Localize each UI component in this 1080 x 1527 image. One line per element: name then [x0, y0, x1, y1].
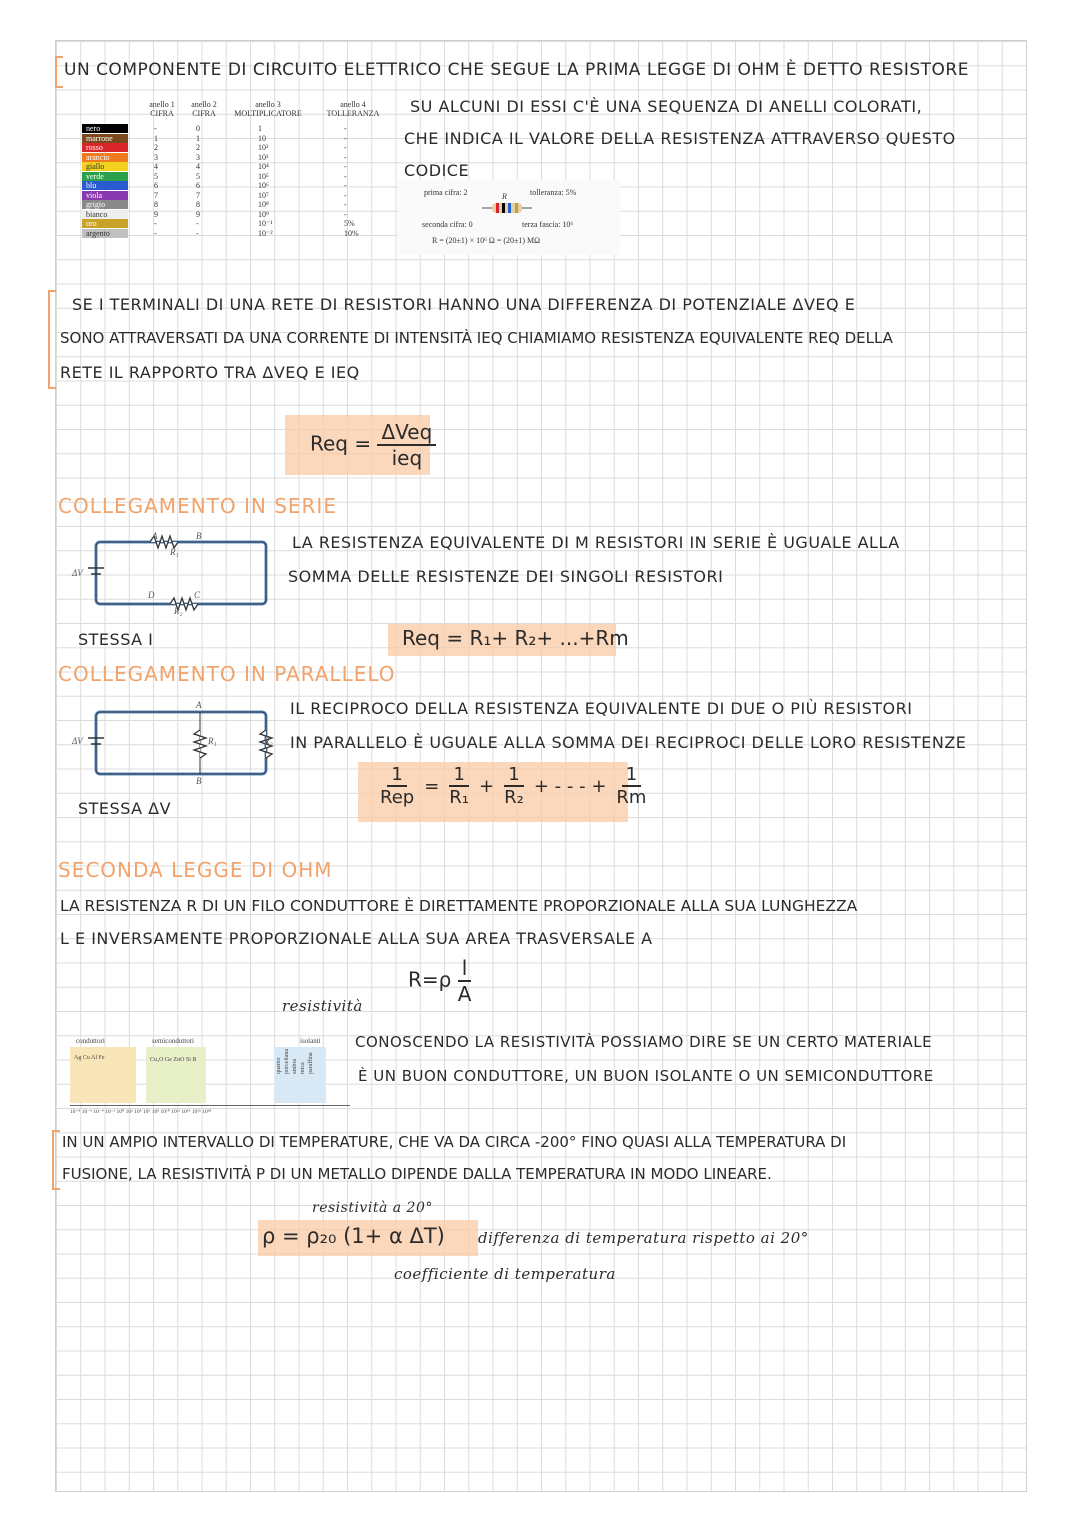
color-swatch-arancio: arancio: [82, 153, 128, 162]
node-d-label: D: [148, 590, 155, 600]
semiconductors-label: semiconduttori: [152, 1037, 194, 1045]
table-cell: 3: [196, 152, 200, 162]
frac-denominator: Rm: [616, 787, 647, 808]
parallel-formula: [380, 764, 646, 808]
color-swatch-blu: blu: [82, 181, 128, 190]
third-band-label: terza fascia: 10⁶: [522, 220, 574, 229]
plus-sign: +: [479, 775, 495, 797]
series-formula: Req = R₁+ R₂+ ...+Rm: [402, 626, 629, 650]
table-cell: -: [344, 143, 347, 152]
frac-denominator: Rep: [380, 787, 415, 808]
frac-req: [380, 764, 414, 808]
node-c-label: C: [194, 590, 201, 600]
insulator-label: mica: [300, 1062, 306, 1074]
series-heading: COLLEGAMENTO IN SERIE: [58, 494, 337, 518]
node-b-label: B: [196, 776, 202, 786]
table-cell: 10%: [344, 228, 359, 238]
temperature-formula: ρ = ρ₂₀ (1+ α ΔT): [262, 1224, 445, 1248]
intro-line-4: CODICE: [404, 161, 470, 180]
table-cell: 2: [154, 143, 158, 152]
bracket: [48, 290, 56, 389]
table-cell: 7: [154, 190, 158, 200]
insulator-label: ambra: [292, 1058, 298, 1074]
insulators-label: isolanti: [300, 1037, 321, 1045]
series-note: STESSA I: [78, 630, 154, 649]
semiconductors-band: [146, 1047, 206, 1103]
table-cell: -: [344, 209, 347, 219]
frac-denominator: R₂: [504, 787, 524, 808]
table-cell: 9: [154, 209, 158, 219]
req-numerator: ΔVeq: [377, 420, 436, 446]
frac-rm: [616, 764, 646, 808]
color-code-table: [82, 100, 392, 240]
resistivity-text-1: CONOSCENDO LA RESISTIVITÀ POSSIAMO DIRE SE UN CERTO MATERIALE: [355, 1033, 933, 1051]
table-cell: 10³: [258, 152, 269, 162]
req-formula: [310, 420, 436, 470]
table-cell: -: [344, 200, 347, 209]
axis-line: [70, 1105, 350, 1106]
bracket: [52, 1130, 60, 1190]
table-cell: 4: [154, 162, 158, 171]
table-cell: -: [344, 133, 347, 143]
table-cell: -: [196, 219, 199, 228]
semiconductor-materials: Cu₂O Ge ZnO Si B: [150, 1057, 197, 1063]
insulator-materials: [276, 1049, 314, 1074]
r1-label: R₁: [208, 736, 217, 746]
table-cell: 10⁴: [258, 162, 269, 171]
frac-r1: [449, 764, 469, 808]
color-swatch-rosso: rosso: [82, 143, 128, 152]
insulator-label: paraffina: [308, 1052, 314, 1074]
table-cell: 0: [196, 124, 200, 133]
intro-line-3: CHE INDICA IL VALORE DELLA RESISTENZA ATTRAVERSO QUESTO: [404, 129, 956, 148]
ohm2-formula: [408, 956, 471, 1006]
insulator-label: quarzo: [276, 1057, 282, 1074]
node-a-label: A: [152, 531, 158, 541]
table-cell: 10⁸: [258, 200, 269, 209]
frac-numerator: 1: [504, 764, 523, 787]
ohm2-denominator: A: [457, 982, 472, 1006]
ohm2-line-1: LA RESISTENZA R DI UN FILO CONDUTTORE È DIRETTAMENTE PROPORZIONALE ALLA SUA LUNGHEZZA: [60, 897, 858, 915]
r1-label: R₁: [170, 547, 179, 557]
first-digit-label: prima cifra: 2: [424, 188, 468, 197]
parallel-text-1: IL RECIPROCO DELLA RESISTENZA EQUIVALENTE DI DUE O PIÙ RESISTORI: [290, 699, 913, 718]
resistivity-chart: [70, 1035, 350, 1120]
table-cell: 1: [258, 124, 262, 133]
color-swatch-verde: verde: [82, 172, 128, 181]
alpha-note: coefficiente di temperatura: [394, 1265, 616, 1283]
series-text-2: SOMMA DELLE RESISTENZE DEI SINGOLI RESISTORI: [288, 567, 724, 586]
table-cell: 4: [196, 162, 200, 171]
color-swatch-grigio: grigio: [82, 200, 128, 209]
table-cell: 10²: [258, 143, 269, 152]
table-header-3: anello 3 MOLTIPLICATORE: [234, 100, 302, 118]
intro-line-1: UN COMPONENTE DI CIRCUITO ELETTRICO CHE SEGUE LA PRIMA LEGGE DI OHM È DETTO RESISTORE: [64, 60, 969, 80]
axis-ticks: 10⁻⁸ 10⁻⁶ 10⁻⁴ 10⁻² 10⁰ 10² 10⁴ 10⁶ 10⁸ 10¹⁰ 10¹² 10¹⁴ 10¹⁶ 10¹⁸: [70, 1109, 212, 1115]
table-cell: 8: [196, 200, 200, 209]
node-b-label: B: [196, 531, 202, 541]
table-header-4: anello 4 TOLLERANZA: [326, 100, 380, 118]
color-swatch-giallo: giallo: [82, 162, 128, 171]
equals-sign: =: [424, 775, 440, 797]
second-digit-label: seconda cifra: 0: [422, 220, 473, 229]
tolerance-label: tolleranza: 5%: [530, 188, 577, 197]
table-cell: 10⁻¹: [258, 219, 273, 228]
table-header-1: anello 1 CIFRA: [149, 100, 175, 118]
rho20-note: resistività a 20°: [312, 1200, 433, 1216]
frac-numerator: 1: [449, 764, 468, 787]
color-swatch-argento: argento: [82, 229, 128, 238]
bracket: [55, 56, 63, 88]
resistor-icon: [482, 200, 532, 216]
dv-label: ΔV: [72, 568, 83, 578]
parallel-circuit-diagram: [70, 700, 280, 790]
table-cell: 10⁻²: [258, 228, 273, 238]
table-cell: -: [344, 181, 347, 190]
table-cell: -: [344, 190, 347, 200]
table-cell: 6: [196, 181, 200, 190]
table-cell: 10⁷: [258, 190, 269, 200]
parallel-text-2: IN PARALLELO È UGUALE ALLA SOMMA DEI RECIPROCI DELLE LORO RESISTENZE: [290, 733, 967, 752]
temperature-line-2: FUSIONE, LA RESISTIVITÀ Ρ DI UN METALLO DIPENDE DALLA TEMPERATURA IN MODO LINEARE.: [62, 1165, 772, 1183]
temperature-line-1: IN UN AMPIO INTERVALLO DI TEMPERATURE, CHE VA DA CIRCA -200° FINO QUASI ALLA TEMPERATURA DI: [62, 1133, 847, 1151]
table-cell: -: [344, 171, 347, 181]
ohm2-line-2: L E INVERSAMENTE PROPORZIONALE ALLA SUA AREA TRASVERSALE A: [60, 929, 653, 948]
table-cell: 8: [154, 200, 158, 209]
req-lhs: Req =: [310, 431, 372, 456]
table-cell: 3: [154, 152, 158, 162]
conductor-materials: Ag Cu Al Fe: [74, 1055, 105, 1061]
table-cell: 5: [154, 171, 158, 181]
color-swatch-oro: oro: [82, 219, 128, 228]
table-cell: 2: [196, 143, 200, 152]
table-cell: -: [344, 162, 347, 171]
req-fraction: [377, 420, 436, 470]
insulator-label: porcellana: [284, 1049, 290, 1074]
table-cell: -: [344, 124, 347, 133]
table-cell: 10⁵: [258, 171, 269, 181]
frac-denominator: R₁: [449, 787, 470, 808]
intro-line-2: SU ALCUNI DI ESSI C'È UNA SEQUENZA DI ANELLI COLORATI,: [410, 97, 923, 116]
color-swatch-nero: nero: [82, 124, 128, 133]
frac-r2: [504, 764, 524, 808]
ohm2-fraction: [458, 956, 472, 1006]
ohm2-lhs: R=ρ: [408, 967, 452, 992]
r2-label: R₂: [174, 606, 183, 616]
table-cell: 10⁶: [258, 181, 269, 190]
equivalent-line-2: SONO ATTRAVERSATI DA UNA CORRENTE DI INTENSITÀ IEQ CHIAMIAMO RESISTENZA EQUIVALENTE REQ DELLA: [60, 329, 893, 347]
frac-numerator: 1: [622, 764, 641, 787]
series-text-1: LA RESISTENZA EQUIVALENTE DI M RESISTORI IN SERIE È UGUALE ALLA: [292, 533, 900, 552]
dots: + - - - +: [533, 775, 607, 797]
ohm2-numerator: l: [458, 956, 472, 982]
table-cell: 5: [196, 171, 200, 181]
table-cell: 1: [154, 133, 158, 143]
table-cell: -: [154, 219, 157, 228]
delta-t-note: differenza di temperatura rispetto ai 20°: [478, 1229, 809, 1247]
table-cell: -: [344, 152, 347, 162]
table-cell: -: [154, 124, 157, 133]
equivalent-line-3: RETE IL RAPPORTO TRA ΔVEQ E IEQ: [60, 363, 360, 382]
dv-label: ΔV: [72, 736, 83, 746]
table-header-2: anello 2 CIFRA: [191, 100, 217, 118]
table-cell: 1: [196, 133, 200, 143]
r-label: R: [502, 192, 507, 201]
node-a-label: A: [196, 700, 202, 710]
table-cell: 10: [258, 133, 266, 143]
table-cell: -: [196, 228, 199, 238]
conductors-label: conduttori: [76, 1037, 105, 1045]
table-cell: 5%: [344, 219, 355, 228]
resistance-formula: R = (20±1) × 10⁶ Ω = (20±1) MΩ: [432, 236, 541, 245]
table-cell: 7: [196, 190, 200, 200]
table-cell: 9: [196, 209, 200, 219]
resistivity-text-2: È UN BUON CONDUTTORE, UN BUON ISOLANTE O UN SEMICONDUTTORE: [358, 1067, 934, 1085]
table-cell: -: [154, 228, 157, 238]
req-denominator: ieq: [391, 446, 423, 470]
frac-numerator: 1: [387, 764, 406, 787]
parallel-heading: COLLEGAMENTO IN PARALLELO: [58, 662, 396, 686]
resistivity-label: resistività: [282, 997, 363, 1015]
color-swatch-viola: viola: [82, 191, 128, 200]
color-swatch-bianco: bianco: [82, 210, 128, 219]
resistor-figure: [398, 180, 620, 255]
equivalent-line-1: SE I TERMINALI DI UNA RETE DI RESISTORI HANNO UNA DIFFERENZA DI POTENZIALE ΔVEQ E: [72, 295, 856, 314]
color-swatch-marrone: marrone: [82, 134, 128, 143]
table-cell: 10⁹: [258, 209, 269, 219]
ohm2-heading: SECONDA LEGGE DI OHM: [58, 858, 333, 882]
r2-label: R₂: [264, 736, 273, 746]
parallel-note: STESSA ΔV: [78, 799, 172, 818]
table-cell: 6: [154, 181, 158, 190]
